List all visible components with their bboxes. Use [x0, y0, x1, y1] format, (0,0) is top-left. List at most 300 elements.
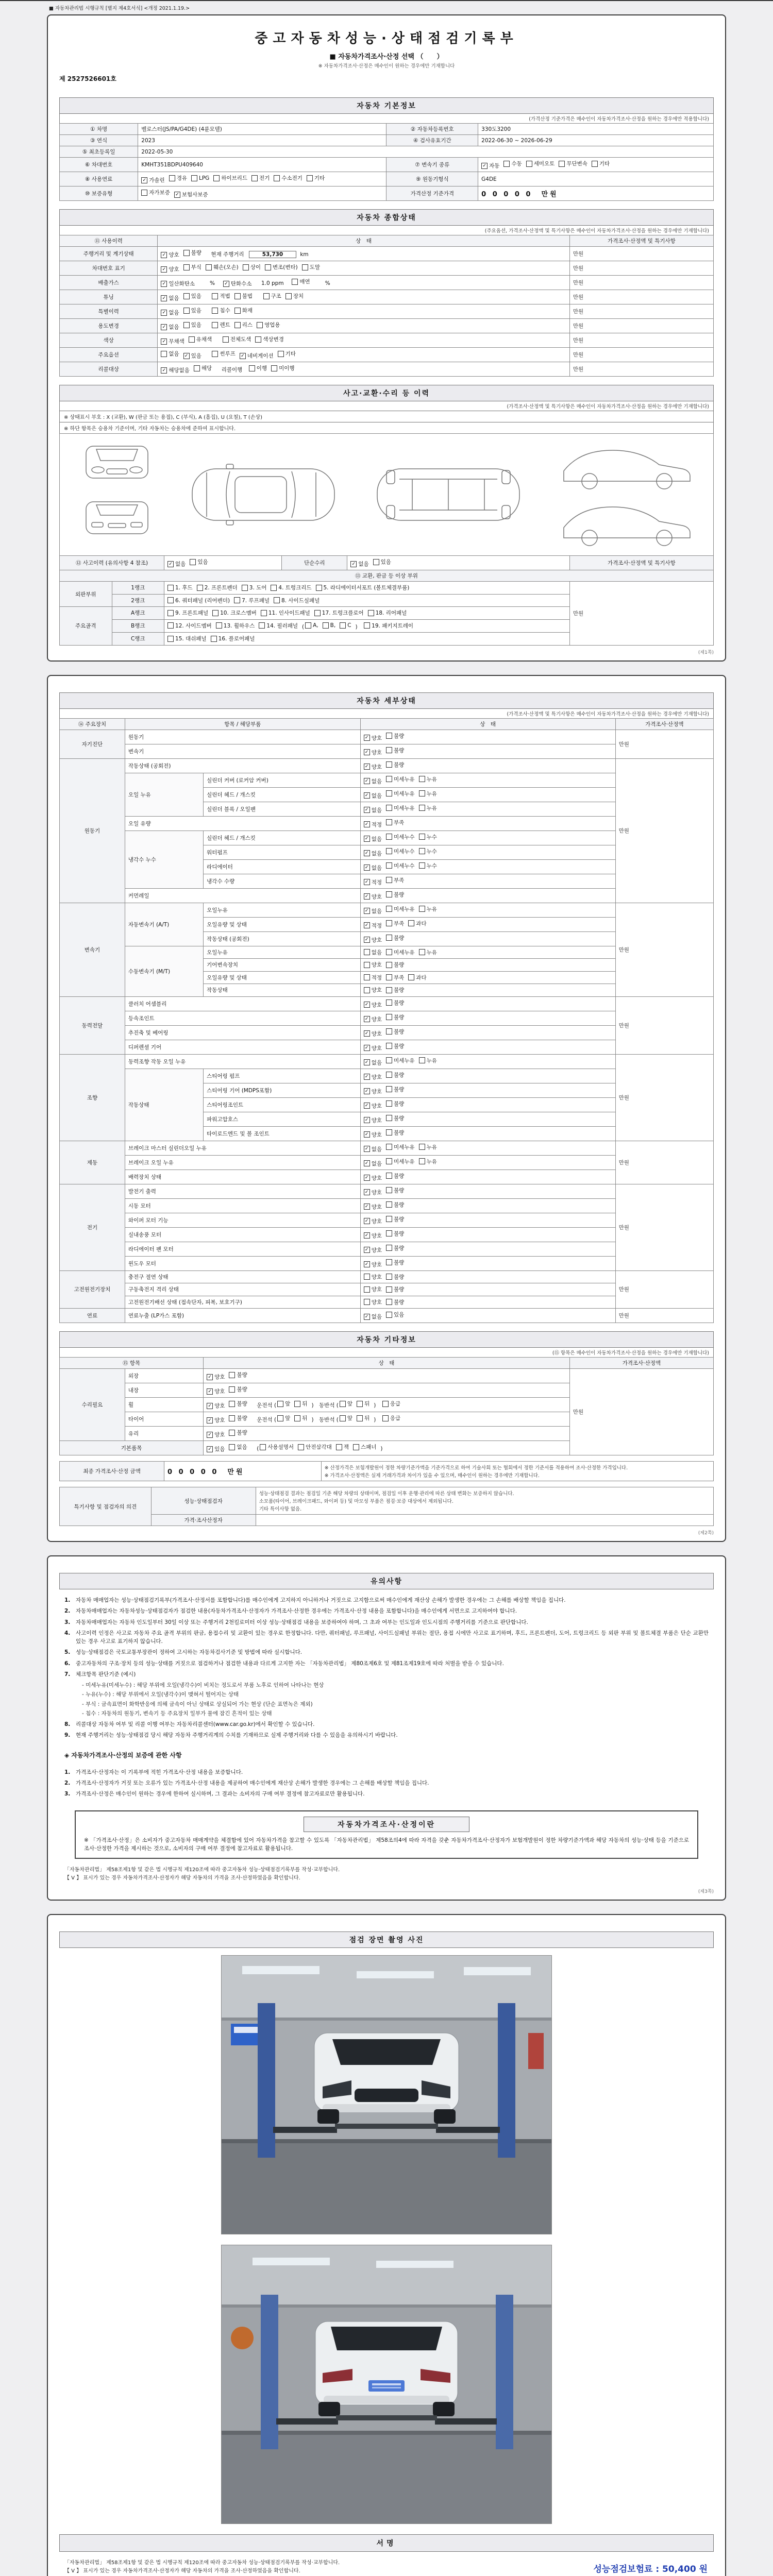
checkbox-unchecked[interactable] — [206, 263, 239, 271]
checkbox-unchecked[interactable] — [419, 804, 437, 812]
checkbox-checked[interactable] — [350, 560, 368, 568]
checkbox-unchecked[interactable] — [243, 263, 261, 271]
checkbox-checked[interactable] — [167, 560, 186, 568]
checkbox-checked[interactable] — [161, 294, 179, 302]
checkbox-checked[interactable] — [364, 1145, 382, 1153]
checkbox-unchecked[interactable] — [251, 174, 270, 182]
checkbox-box-icon: ✓ — [207, 1403, 213, 1409]
checkbox-unchecked[interactable] — [167, 597, 230, 604]
checkbox-unchecked[interactable] — [386, 804, 415, 812]
checkbox-unchecked[interactable] — [386, 1285, 404, 1293]
checkbox-unchecked[interactable] — [386, 1273, 404, 1281]
checkbox-unchecked[interactable] — [255, 335, 284, 343]
checkbox-unchecked[interactable] — [229, 1385, 247, 1393]
checkbox-unchecked[interactable] — [386, 790, 415, 798]
text: 가격조사·산정액 및 특기사항 — [608, 238, 676, 244]
checkbox-checked[interactable] — [207, 1387, 225, 1395]
checkbox-checked[interactable] — [364, 1217, 382, 1225]
checkbox-box-icon — [189, 336, 195, 343]
checkbox-unchecked[interactable] — [373, 558, 391, 566]
label-cell — [60, 247, 158, 261]
checkbox-checked[interactable] — [364, 850, 382, 857]
checkbox-checked[interactable] — [207, 1431, 225, 1438]
checkbox-checked[interactable] — [161, 309, 179, 316]
cell — [360, 1184, 615, 1198]
cell — [360, 1141, 615, 1155]
checkbox-box-icon — [386, 862, 392, 869]
checkbox-unchecked[interactable] — [386, 732, 404, 740]
text: 만원 — [618, 1094, 629, 1101]
checkbox-unchecked[interactable] — [229, 1371, 247, 1379]
checkbox-checked[interactable] — [364, 1001, 382, 1009]
checkbox-unchecked[interactable] — [167, 635, 207, 642]
checkbox-checked[interactable] — [183, 352, 201, 360]
checkbox-checked[interactable] — [364, 777, 382, 785]
checkbox-unchecked[interactable] — [386, 905, 415, 913]
checkbox-unchecked[interactable] — [382, 1414, 400, 1422]
checkbox-unchecked[interactable] — [419, 1143, 437, 1151]
checkbox-unchecked[interactable] — [357, 1400, 369, 1408]
checkbox-box-icon — [206, 264, 212, 270]
checkbox-unchecked[interactable] — [234, 307, 253, 314]
label-cell — [60, 235, 158, 247]
checkbox-box-icon — [386, 1259, 392, 1265]
inspection-photo-rear — [222, 2245, 551, 2523]
checkbox-label: 불량 — [394, 935, 405, 941]
checkbox-checked[interactable] — [161, 265, 179, 273]
checkbox-unchecked[interactable] — [167, 584, 193, 591]
checkbox-checked[interactable] — [161, 251, 179, 259]
checkbox-unchecked[interactable] — [298, 1443, 332, 1451]
checkbox-box-icon: ✓ — [364, 937, 370, 943]
checkbox-unchecked[interactable] — [386, 1100, 404, 1108]
checkbox-unchecked[interactable] — [419, 905, 437, 913]
checkbox-unchecked[interactable] — [592, 160, 610, 167]
checkbox-unchecked[interactable] — [141, 189, 170, 196]
checkbox-unchecked[interactable] — [216, 622, 255, 630]
checkbox-unchecked[interactable] — [386, 1259, 404, 1266]
checkbox-unchecked[interactable] — [386, 920, 404, 927]
cell — [125, 1141, 360, 1155]
checkbox-checked[interactable] — [364, 763, 382, 771]
checkbox-unchecked[interactable] — [419, 775, 437, 783]
cell — [615, 758, 713, 903]
checkbox-checked[interactable] — [364, 806, 382, 814]
checkbox-unchecked[interactable] — [503, 160, 522, 167]
checkbox-label: 불량 — [394, 1230, 405, 1237]
cell — [360, 802, 615, 816]
checkbox-unchecked[interactable] — [183, 263, 201, 271]
checkbox-checked[interactable] — [364, 1059, 382, 1066]
cell — [321, 1462, 713, 1481]
checkbox-box-icon — [183, 293, 190, 299]
checkbox-checked[interactable] — [364, 1246, 382, 1254]
checkbox-unchecked[interactable] — [183, 249, 201, 257]
checkbox-box-icon — [285, 293, 292, 299]
checkbox-unchecked[interactable] — [229, 1400, 247, 1408]
checkbox-unchecked[interactable] — [386, 1057, 415, 1064]
checkbox-unchecked[interactable] — [278, 350, 296, 358]
checkbox-label: 1. 후드 — [175, 585, 193, 591]
checkbox-checked[interactable] — [364, 1073, 382, 1081]
cell — [615, 1270, 713, 1309]
checkbox-unchecked[interactable] — [305, 622, 318, 629]
checkbox-label: 뒤 — [364, 1415, 370, 1421]
checkbox-checked[interactable] — [364, 893, 382, 901]
checkbox-unchecked[interactable] — [271, 364, 294, 372]
checkbox-unchecked[interactable] — [386, 876, 404, 884]
checkbox-box-icon — [592, 161, 598, 167]
checkbox-unchecked[interactable] — [274, 597, 320, 604]
checkbox-unchecked[interactable] — [386, 862, 415, 870]
checkbox-checked[interactable] — [364, 936, 382, 944]
checkbox-unchecked[interactable] — [419, 948, 437, 956]
checkbox-checked[interactable] — [207, 1416, 225, 1424]
checkbox-unchecked[interactable] — [419, 1158, 437, 1165]
checkbox-box-icon: ✓ — [161, 252, 167, 258]
checkbox-box-icon — [386, 1072, 392, 1078]
checkbox-unchecked[interactable] — [194, 364, 212, 372]
checkbox-unchecked[interactable] — [386, 1172, 404, 1180]
checkbox-unchecked[interactable] — [263, 292, 281, 300]
cell — [125, 816, 360, 831]
checkbox-checked[interactable] — [161, 280, 195, 287]
checkbox-unchecked[interactable] — [229, 1429, 247, 1436]
checkbox-unchecked[interactable] — [386, 1201, 404, 1209]
checkbox-unchecked[interactable] — [183, 292, 201, 300]
checkbox-checked[interactable] — [364, 907, 382, 915]
warranty-list — [59, 1761, 714, 1802]
checkbox-label: 양호 — [371, 962, 382, 968]
checkbox-unchecked[interactable] — [167, 622, 212, 630]
checkbox-checked[interactable] — [174, 191, 208, 198]
checkbox-checked[interactable] — [223, 280, 252, 287]
cell — [164, 607, 570, 620]
notice-sub-item: - 누유(누수) : 해당 부위에서 오일(냉각수)이 맺혀서 떨어지는 상태 — [82, 1691, 239, 1698]
checkbox-unchecked[interactable] — [386, 1129, 404, 1137]
checkbox-unchecked[interactable] — [386, 848, 415, 855]
checkbox-unchecked[interactable] — [386, 819, 404, 826]
checkbox-unchecked[interactable] — [316, 584, 410, 591]
text: 등속조인트 — [128, 1015, 155, 1022]
checkbox-unchecked[interactable] — [271, 584, 311, 591]
checkbox-unchecked[interactable] — [364, 622, 413, 630]
checkbox-unchecked[interactable] — [211, 635, 255, 642]
checkbox-checked[interactable] — [364, 1261, 382, 1268]
checkbox-checked[interactable] — [364, 1116, 382, 1124]
checkbox-unchecked[interactable] — [364, 948, 382, 956]
checkbox-unchecked[interactable] — [213, 174, 247, 182]
checkbox-unchecked[interactable] — [294, 1414, 307, 1422]
checkbox-unchecked[interactable] — [274, 174, 303, 182]
checkbox-checked[interactable] — [141, 176, 164, 184]
checkbox-unchecked[interactable] — [386, 948, 415, 956]
checkbox-unchecked[interactable] — [259, 622, 298, 630]
checkbox-unchecked[interactable] — [229, 1414, 247, 1422]
label-cell — [60, 718, 125, 730]
checkbox-unchecked[interactable] — [386, 1086, 404, 1093]
checkbox-checked[interactable] — [364, 878, 382, 886]
checkbox-unchecked[interactable] — [340, 1400, 352, 1408]
checkbox-checked[interactable] — [364, 1102, 382, 1110]
text: 만원 — [573, 251, 584, 257]
checkbox-unchecked[interactable] — [386, 1230, 404, 1238]
checkbox-unchecked[interactable] — [249, 364, 267, 372]
checkbox-unchecked[interactable] — [386, 775, 415, 783]
checkbox-checked[interactable] — [364, 1015, 382, 1023]
checkbox-unchecked[interactable] — [257, 321, 280, 329]
label-cell — [60, 582, 112, 607]
checkbox-unchecked[interactable] — [212, 609, 257, 617]
checkbox-unchecked[interactable] — [340, 1414, 352, 1422]
checkbox-checked[interactable] — [364, 1044, 382, 1052]
checkbox-unchecked[interactable] — [234, 321, 253, 329]
checkbox-unchecked[interactable] — [223, 335, 251, 343]
checkbox-unchecked[interactable] — [386, 1215, 404, 1223]
checkbox-label: B, — [330, 622, 336, 629]
checkbox-checked[interactable] — [364, 734, 382, 742]
checkbox-label: 양호 — [371, 1232, 382, 1239]
price-survey-select-option[interactable]: ■ 자동차가격조사·산정 선택 （ ） — [329, 53, 444, 61]
checkbox-label: 불량 — [394, 1245, 405, 1251]
item-text: 현재 주행거리는 성능·상태점검 당시 해당 자동차 주행거리계의 수치를 기재하므로 실제 주행거리와 다를 수 있음을 유의하시기 바랍니다. — [76, 1732, 398, 1739]
checkbox-box-icon: ✓ — [364, 1204, 370, 1210]
checkbox-unchecked[interactable] — [419, 862, 437, 870]
checkbox-checked[interactable] — [207, 1373, 225, 1381]
checkbox-box-icon — [316, 585, 322, 591]
checkbox-unchecked[interactable] — [386, 1114, 404, 1122]
checkbox-unchecked[interactable] — [265, 263, 298, 271]
checkbox-unchecked[interactable] — [386, 986, 404, 994]
checkbox-unchecked[interactable] — [386, 961, 404, 969]
checkbox-label: 양호 — [371, 1204, 382, 1210]
notice-item — [64, 1659, 709, 1668]
label-cell — [60, 276, 158, 290]
label-cell — [615, 718, 713, 730]
checkbox-unchecked[interactable] — [183, 321, 201, 329]
checkbox-label: 미세누유 — [394, 776, 415, 783]
checkbox-unchecked[interactable] — [382, 1400, 400, 1408]
cell — [158, 304, 569, 319]
checkbox-unchecked[interactable] — [386, 1071, 404, 1079]
checkbox-label: A, — [313, 622, 318, 629]
text: 운전석 ( — [251, 1402, 277, 1409]
checkbox-unchecked[interactable] — [364, 1273, 382, 1281]
checkbox-unchecked[interactable] — [212, 321, 230, 329]
checkbox-unchecked[interactable] — [386, 974, 404, 981]
checkbox-label: 양호 — [371, 735, 382, 741]
checkbox-checked[interactable] — [364, 835, 382, 843]
checkbox-unchecked[interactable] — [408, 920, 426, 927]
checkbox-box-icon — [302, 264, 308, 270]
checkbox-unchecked[interactable] — [386, 747, 404, 754]
section-note-basic-info: (가격산정 기준가격은 매수인이 자동차가격조사·산정을 원하는 경우에만 적용합니다) — [59, 114, 714, 124]
checkbox-unchecked[interactable] — [386, 891, 404, 899]
label-cell — [569, 1358, 713, 1369]
checkbox-checked[interactable] — [364, 1030, 382, 1038]
checkbox-unchecked[interactable] — [323, 622, 336, 629]
checkbox-unchecked[interactable] — [307, 174, 325, 182]
label-cell — [60, 261, 158, 276]
checkbox-unchecked[interactable] — [386, 1042, 404, 1050]
cell — [204, 1126, 361, 1141]
checkbox-checked[interactable] — [364, 1160, 382, 1167]
checkbox-unchecked[interactable] — [386, 1028, 404, 1036]
checkbox-unchecked[interactable] — [368, 609, 407, 617]
checkbox-box-icon: ✓ — [207, 1417, 213, 1423]
cell — [360, 959, 615, 972]
checkbox-checked[interactable] — [364, 1313, 382, 1320]
checkbox-unchecked[interactable] — [277, 1400, 290, 1408]
checkbox-checked[interactable] — [364, 1088, 382, 1095]
checkbox-unchecked[interactable] — [419, 833, 437, 841]
checkbox-box-icon — [213, 175, 220, 181]
checkbox-unchecked[interactable] — [386, 1187, 404, 1194]
checkbox-unchecked[interactable] — [261, 609, 310, 617]
checkbox-unchecked[interactable] — [386, 1244, 404, 1252]
checkbox-unchecked[interactable] — [386, 833, 415, 841]
checkbox-unchecked[interactable] — [285, 292, 304, 300]
checkbox-box-icon — [194, 365, 200, 371]
checkbox-box-icon: ✓ — [174, 192, 180, 198]
checkbox-unchecked[interactable] — [314, 609, 364, 617]
checkbox-box-icon: ✓ — [364, 1045, 370, 1051]
section-note-other-info: (⑮ 항목은 매수인이 자동차가격조사·산정을 원하는 경우에만 기재합니다) — [59, 1348, 714, 1358]
checkbox-label: 불량 — [394, 747, 405, 754]
checkbox-unchecked[interactable] — [229, 1443, 247, 1451]
text: 만원 — [618, 1286, 629, 1293]
checkbox-unchecked[interactable] — [191, 175, 209, 181]
checkbox-unchecked[interactable] — [242, 584, 267, 591]
text: 배출가스 — [98, 280, 119, 286]
cell — [158, 348, 569, 362]
cell — [164, 582, 570, 595]
checkbox-checked[interactable] — [207, 1445, 225, 1453]
checkbox-unchecked[interactable] — [386, 1143, 415, 1151]
checkbox-label: 양호 — [371, 1103, 382, 1109]
checkbox-box-icon — [364, 974, 370, 980]
text: ) 동반석 ( — [311, 1416, 339, 1423]
checkbox-box-icon — [169, 175, 175, 181]
checkbox-checked[interactable] — [364, 821, 382, 828]
checkbox-checked[interactable] — [364, 792, 382, 800]
checkbox-box-icon — [167, 636, 174, 642]
label-cell — [60, 570, 714, 582]
cell — [615, 1309, 713, 1323]
text: 타이어 — [128, 1416, 144, 1422]
checkbox-checked[interactable] — [364, 1174, 382, 1182]
final-grid — [59, 1461, 714, 1481]
notice-sub-item: - 미세누유(미세누수) : 해당 부위에 오일(냉각수)이 비치는 정도로서 부품 노후로 인하여 나타나는 현상 — [82, 1682, 324, 1689]
checkbox-unchecked[interactable] — [386, 1298, 404, 1306]
checkbox-box-icon: ✓ — [141, 177, 147, 183]
checkbox-unchecked[interactable] — [292, 278, 310, 285]
checkbox-label: 미세누수 — [394, 862, 415, 869]
checkbox-unchecked[interactable] — [190, 558, 208, 566]
checkbox-checked[interactable] — [364, 749, 382, 756]
checkbox-unchecked[interactable] — [526, 160, 555, 167]
checkbox-checked[interactable] — [161, 337, 184, 345]
item-number: 1. — [64, 1597, 71, 1603]
checkbox-unchecked[interactable] — [340, 622, 351, 629]
checkbox-checked[interactable] — [364, 1232, 382, 1240]
checkbox-label: 불량 — [394, 1129, 405, 1136]
checkbox-unchecked[interactable] — [189, 335, 212, 343]
checkbox-unchecked[interactable] — [559, 160, 587, 167]
checkbox-label: 불량 — [237, 1430, 247, 1436]
checkbox-unchecked[interactable] — [169, 174, 187, 182]
checkbox-label: 있음 — [191, 353, 201, 359]
checkbox-checked[interactable] — [161, 323, 179, 331]
text — [206, 324, 211, 330]
checkbox-unchecked[interactable] — [386, 999, 404, 1007]
checkbox-unchecked[interactable] — [419, 790, 437, 798]
checkbox-unchecked[interactable] — [161, 350, 179, 358]
section-title-basic-info: 자동차 기본정보 — [59, 97, 714, 114]
checkbox-checked[interactable] — [364, 1189, 382, 1196]
checkbox-checked[interactable] — [364, 1203, 382, 1211]
text: 자동변속기 (A/T) — [128, 921, 170, 928]
checkbox-unchecked[interactable] — [386, 934, 404, 942]
checkbox-unchecked[interactable] — [364, 1285, 382, 1293]
checkbox-unchecked[interactable] — [183, 307, 201, 314]
checkbox-unchecked[interactable] — [260, 1443, 294, 1451]
checkbox-checked[interactable] — [364, 864, 382, 872]
checkbox-unchecked[interactable] — [386, 1013, 404, 1021]
checkbox-checked[interactable] — [481, 162, 499, 170]
checkbox-unchecked[interactable] — [353, 1443, 376, 1451]
checkbox-unchecked[interactable] — [212, 292, 230, 300]
text — [216, 338, 222, 344]
checkbox-unchecked[interactable] — [386, 761, 404, 769]
checkbox-checked[interactable] — [161, 366, 190, 374]
checkbox-unchecked[interactable] — [364, 1298, 382, 1306]
checkbox-box-icon — [386, 761, 392, 768]
checkbox-box-icon — [234, 293, 241, 299]
checkbox-unchecked[interactable] — [302, 263, 320, 271]
checkbox-unchecked[interactable] — [419, 1057, 437, 1064]
text: 윈도우 모터 — [128, 1260, 156, 1267]
checkbox-box-icon — [243, 264, 249, 270]
cell — [204, 831, 361, 845]
checkbox-unchecked[interactable] — [386, 1311, 404, 1318]
checkbox-unchecked[interactable] — [336, 1443, 349, 1451]
checkbox-unchecked[interactable] — [364, 986, 382, 994]
checkbox-unchecked[interactable] — [419, 848, 437, 855]
checkbox-checked[interactable] — [240, 352, 274, 360]
damage-scope-legend: ※ 하단 항목은 승용차 기준이며, 기타 자동차는 승용차에 준하여 표시합니다. — [59, 422, 714, 434]
checkbox-checked[interactable] — [364, 1131, 382, 1139]
checkbox-unchecked[interactable] — [357, 1414, 369, 1422]
checkbox-unchecked[interactable] — [234, 597, 270, 604]
checkbox-unchecked[interactable] — [277, 1414, 290, 1422]
inspector-opinion-table — [59, 1487, 714, 1526]
text: 만원 — [573, 352, 584, 358]
cell — [204, 845, 361, 859]
checkbox-unchecked[interactable] — [212, 350, 235, 358]
checkbox-checked[interactable] — [364, 922, 382, 929]
checkbox-unchecked[interactable] — [386, 1158, 415, 1165]
checkbox-unchecked[interactable] — [294, 1400, 307, 1408]
checkbox-unchecked[interactable] — [364, 961, 382, 969]
checkbox-unchecked[interactable] — [212, 307, 230, 314]
checkbox-unchecked[interactable] — [364, 974, 382, 981]
checkbox-unchecked[interactable] — [197, 584, 238, 591]
checkbox-unchecked[interactable] — [408, 974, 426, 981]
checkbox-unchecked[interactable] — [234, 292, 253, 300]
checkbox-unchecked[interactable] — [167, 609, 208, 617]
checkbox-checked[interactable] — [207, 1402, 225, 1410]
